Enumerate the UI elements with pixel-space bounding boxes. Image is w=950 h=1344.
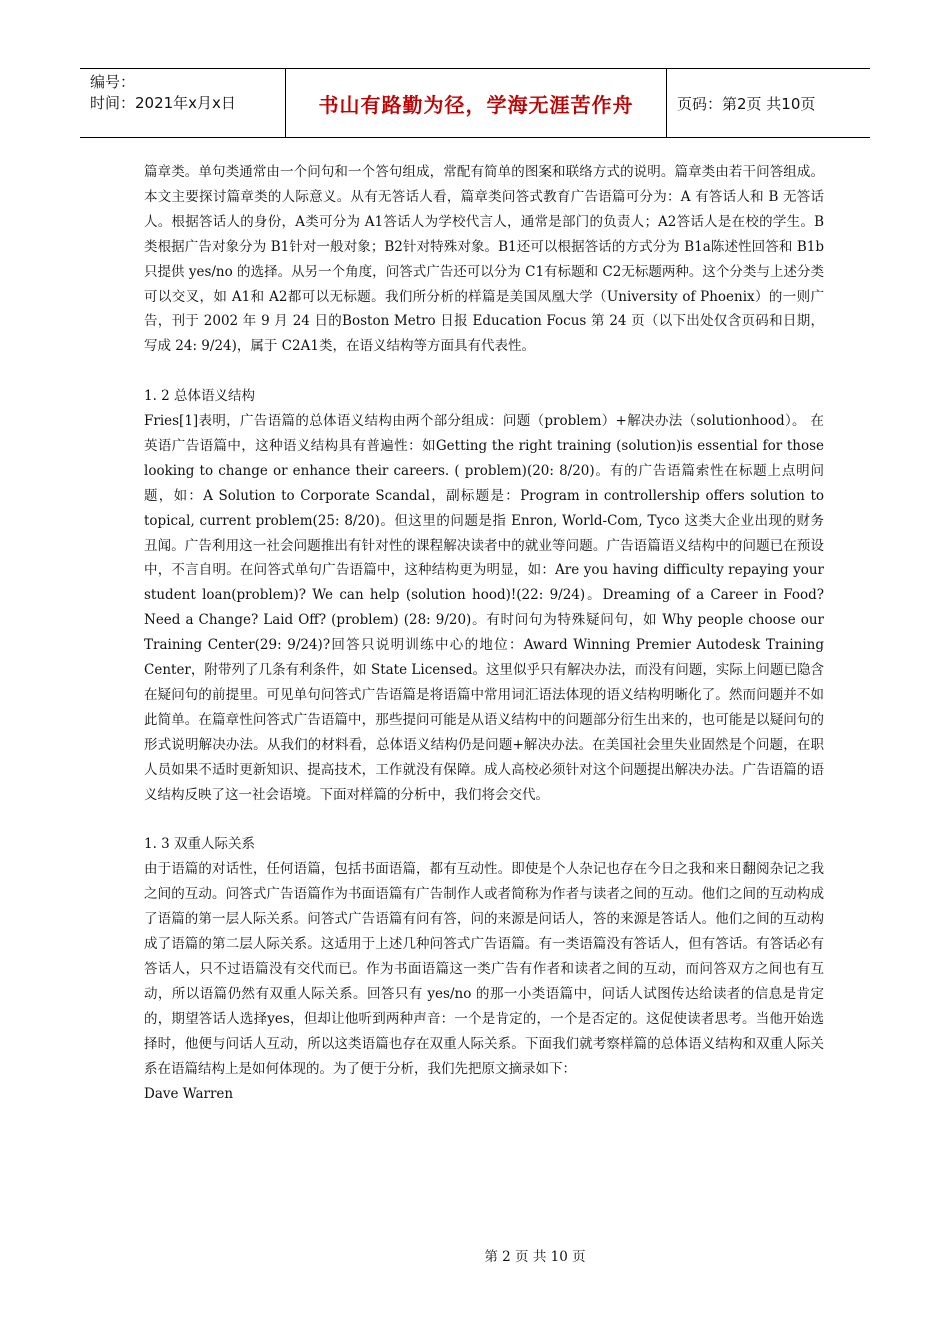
page-footer	[0, 1245, 950, 1265]
header-left-cell	[80, 69, 285, 137]
header-motto-cell	[285, 69, 667, 137]
header-motto: 书山有路勤为径，学海无涯苦作舟	[318, 92, 634, 117]
body-paragraph-3: 由于语篇的对话性，任何语篇，包括书面语篇，都有互动性。即使是个人杂记也存在今日之我和来日翻阅杂记之我之间的互动。问答式广告语篇作为书面语篇有广告制作人或者简称为作者与读者之间的互动。他们之间的互动构成了语篇的第一层人际关系。问答式广告语篇有问有答，问的来源是问话人，答的来源是答话人。他们之间的互动构成了语篇的第二层人际关系。这适用于上述几种问答式广告语篇。有一类语篇没有答话人，但有答话。有答话必有答话人，只不过语篇没有交代而已。作为书面语篇这一类广告有作者和读者之间的互动，而问答双方之间也有互动，所以语篇仍然有双重人际关系。回答只有 yes/no 的那一小类语篇中，问话人试图传达给读者的信息是肯定的，期望答话人选择yes，但却让他听到两种声音：一个是肯定的，一个是否定的。这促使读者思考。当他开始选择时，他便与问话人互动，所以这类语篇也存在双重人际关系。下面我们就考察样篇的总体语义结构和双重人际关系在语篇结构上是如何体现的。为了便于分析，我们先把原文摘录如下：	[144, 861, 824, 1077]
page-header	[80, 68, 870, 138]
header-right-cell	[665, 69, 870, 137]
paragraph-gap	[144, 808, 824, 833]
document-code-label: 编号：	[90, 73, 136, 91]
signature-line: Dave Warren	[144, 1085, 234, 1102]
section-heading-1-3: 1. 3 双重人际关系	[144, 836, 256, 853]
body-paragraph-1: 篇章类。单句类通常由一个问句和一个答句组成，常配有简单的图案和联络方式的说明。篇章类由若干问答组成。本文主要探讨篇章类的人际意义。从有无答话人看，篇章类问答式教育广告语篇可分为：A 有答话人和 B 无答话人。根据答话人的身份，A类可分为 A1答话人为学校代言人，通常是部门的负责人；A2答话人是在校的学生。B 类根据广告对象分为 B1针对一般对象；B2针对特殊对象。B1还可以根据答话的方式分为 B1a陈述性回答和 B1b只提供 yes/no 的选择。从另一个角度，问答式广告还可以分为 C1有标题和 C2无标题两种。这个分类与上述分类可以交叉，如 A1和 A2都可以无标题。我们所分析的样篇是美国凤凰大学（University of Phoenix）的一则广告，刊于 2002 年 9 月 24 日的Boston Metro 日报 Education Focus 第 24 页（以下出处仅含页码和日期，写成 24: 9/24)，属于 C2A1类，在语义结构等方面具有代表性。	[144, 164, 824, 355]
body-paragraph-2: Fries[1]表明，广告语篇的总体语义结构由两个部分组成：问题（problem）+解决办法（solutionhood）。 在英语广告语篇中，这种语义结构具有普遍性：如Getting the right training (solution)is essential for those looking to change or enhance their careers. ( problem)(20: 8/20)。有的广告语篇索性在标题上点明问题，如：A Solution to Corporate Scandal，副标题是：Program in controllership offers solution to topical, current problem(25: 8/20)。但这里的问题是指 Enron, World-Com, Tyco 这类大企业出现的财务丑闻。广告利用这一社会问题推出有针对性的课程解决读者中的就业等问题。广告语篇语义结构中的问题已在预设中，不言自明。在问答式单句广告语篇中，这种结构更为明显，如：Are you having difficulty repaying your student loan(problem)? We can help (solution hood)!(22: 9/24)。Dreaming of a Career in Food? Need a Change? Laid Off? (problem) (28: 9/20)。有时问句为特殊疑问句，如 Why people choose our Training Center(29: 9/24)?回答只说明训练中心的地位：Award Winning Premier Autodesk Training Center，附带列了几条有利条件，如 State Licensed。这里似乎只有解决办法，而没有问题，实际上问题已隐含在疑问句的前提里。可见单句问答式广告语篇是将语篇中常用词汇语法体现的语义结构明晰化了。然而问题并不如此简单。在篇章性问答式广告语篇中，那些提问可能是从语义结构中的问题部分衍生出来的，也可能是以疑问句的形式说明解决办法。从我们的材料看，总体语义结构仍是问题+解决办法。在美国社会里失业固然是个问题，在职人员如果不适时更新知识、提高技术，工作就没有保障。成人高校必须针对这个问题提出解决办法。广告语篇的语义结构反映了这一社会语境。下面对样篇的分析中，我们将会交代。	[144, 413, 824, 803]
document-time-label: 时间：2021年x月x日	[90, 94, 236, 112]
section-heading-1-2: 1. 2 总体语义结构	[144, 388, 256, 405]
header-page-code: 页码：第2页 共10页	[677, 94, 816, 113]
footer-page-number: 第 2 页 共 10 页	[484, 1249, 586, 1265]
paragraph-gap	[144, 359, 824, 384]
document-body	[144, 160, 824, 1106]
